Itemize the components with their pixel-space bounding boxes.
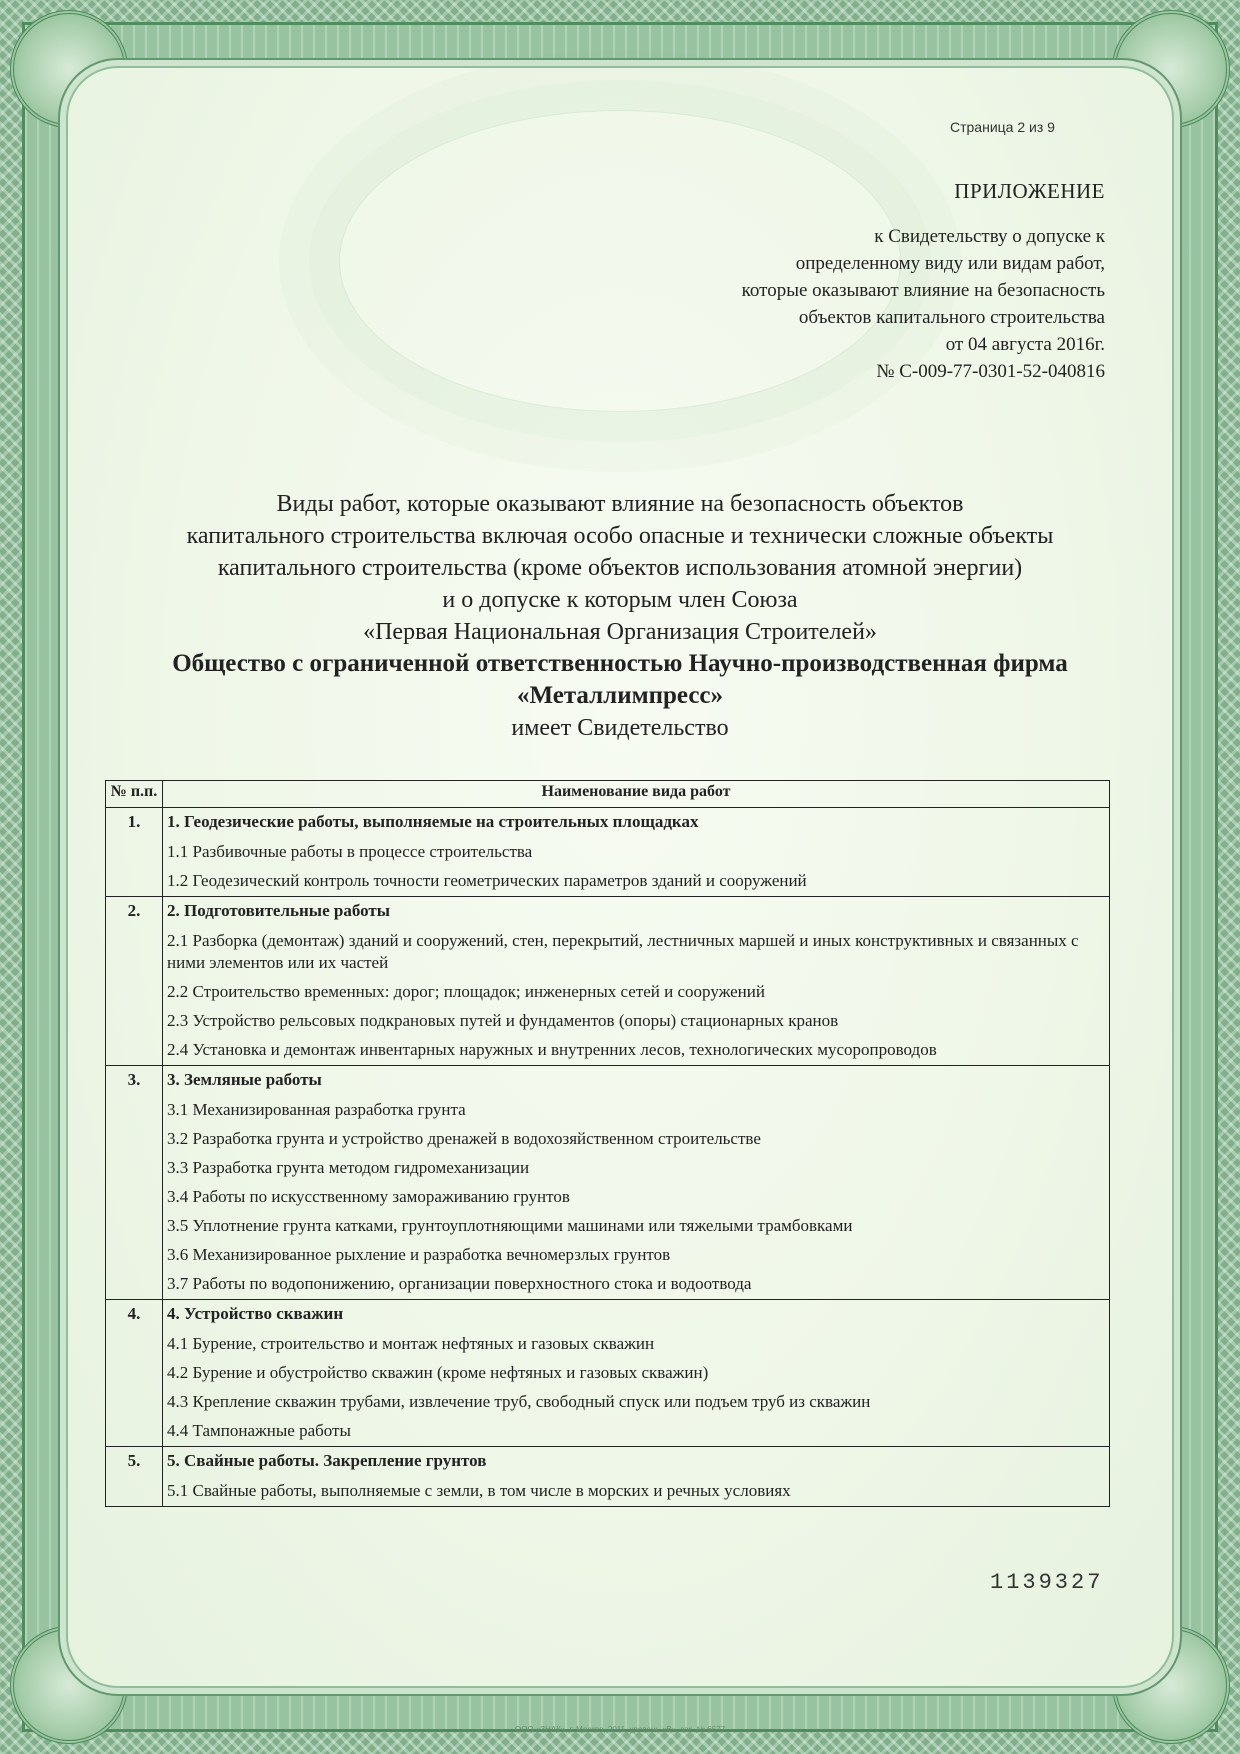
row-number: 3. <box>106 1066 163 1300</box>
work-group-title: 2. Подготовительные работы <box>167 901 391 920</box>
row-number: 1. <box>106 808 163 897</box>
work-group-title: 1. Геодезические работы, выполняемые на строительных площадках <box>167 812 699 831</box>
work-item: 5.1 Свайные работы, выполняемые с земли, в том числе в морских и речных условиях <box>167 1481 791 1500</box>
work-item: 3.6 Механизированное рыхление и разработка вечномерзлых грунтов <box>167 1245 671 1264</box>
serial-number: 1139327 <box>990 1570 1104 1595</box>
document-heading <box>100 488 1140 744</box>
work-group <box>163 1066 1110 1300</box>
work-item: 4.2 Бурение и обустройство скважин (кроме нефтяных и газовых скважин) <box>167 1363 709 1382</box>
work-item: 4.3 Крепление скважин трубами, извлечение труб, свободный спуск или подъем труб из скважин <box>167 1392 871 1411</box>
work-item: 2.3 Устройство рельсовых подкрановых путей и фундаментов (опоры) стационарных кранов <box>167 1011 839 1030</box>
work-item: 3.3 Разработка грунта методом гидромеханизации <box>167 1158 530 1177</box>
appendix-date: от 04 августа 2016г. <box>945 334 1105 355</box>
works-table <box>105 780 1110 1507</box>
row-number: 5. <box>106 1447 163 1507</box>
printer-imprint: ООО «ЗНАК», г. Москва, 2011, уровень «В», зак. № 6577 <box>514 1725 726 1734</box>
work-item: 3.5 Уплотнение грунта катками, грунтоуплотняющими машинами или тяжелыми трамбовками <box>167 1216 853 1235</box>
certificate-number: № С-009-77-0301-52-040816 <box>876 361 1105 382</box>
page-number: Страница 2 из 9 <box>950 119 1055 135</box>
work-group <box>163 808 1110 897</box>
row-number: 2. <box>106 897 163 1066</box>
table-row <box>106 808 1110 897</box>
work-item: 1.1 Разбивочные работы в процессе строительства <box>167 842 533 861</box>
work-item: 2.4 Установка и демонтаж инвентарных наружных и внутренних лесов, технологических мусоропроводов <box>167 1040 937 1059</box>
work-item: 3.4 Работы по искусственному замораживанию грунтов <box>167 1187 570 1206</box>
work-group <box>163 897 1110 1066</box>
table-row <box>106 897 1110 1066</box>
company-name-quoted: «Металлимпресс» <box>516 682 724 709</box>
work-item: 2.1 Разборка (демонтаж) зданий и сооружений, стен, перекрытий, лестничных маршей и иных конструктивных и связанных с ними элементов или их частей <box>167 931 1079 972</box>
company-name: Общество с ограниченной ответственностью Научно-производственная фирма <box>172 650 1068 677</box>
work-group-title: 5. Свайные работы. Закрепление грунтов <box>167 1451 487 1470</box>
column-header-number: № п.п. <box>106 781 163 808</box>
heading-final-line: имеет Свидетельство <box>511 715 729 741</box>
appendix-line: к Свидетельству о допуске к <box>874 226 1105 247</box>
heading-line: Виды работ, которые оказывают влияние на безопасность объектов <box>276 491 964 517</box>
table-header-row <box>106 781 1110 808</box>
appendix-line: которые оказывают влияние на безопасность <box>741 280 1105 301</box>
work-item: 1.2 Геодезический контроль точности геометрических параметров зданий и сооружений <box>167 871 807 890</box>
work-group-title: 4. Устройство скважин <box>167 1304 344 1323</box>
work-group <box>163 1300 1110 1447</box>
heading-line: «Первая Национальная Организация Строителей» <box>363 619 877 645</box>
work-item: 3.7 Работы по водопонижению, организации поверхностного стока и водоотвода <box>167 1274 752 1293</box>
table-row <box>106 1447 1110 1507</box>
heading-line: капитального строительства включая особо опасные и технически сложные объекты <box>186 523 1054 549</box>
appendix-block <box>742 178 1105 385</box>
appendix-title: ПРИЛОЖЕНИЕ <box>954 179 1105 203</box>
appendix-line: определенному виду или видам работ, <box>795 253 1105 274</box>
column-header-name: Наименование вида работ <box>163 781 1110 808</box>
work-group-title: 3. Земляные работы <box>167 1070 322 1089</box>
heading-line: капитального строительства (кроме объектов использования атомной энергии) <box>217 555 1023 581</box>
table-row <box>106 1300 1110 1447</box>
work-item: 4.1 Бурение, строительство и монтаж нефтяных и газовых скважин <box>167 1334 655 1353</box>
work-group <box>163 1447 1110 1507</box>
heading-line: и о допуске к которым член Союза <box>442 587 798 613</box>
work-item: 2.2 Строительство временных: дорог; площадок; инженерных сетей и сооружений <box>167 982 765 1001</box>
table-row <box>106 1066 1110 1300</box>
work-item: 3.1 Механизированная разработка грунта <box>167 1100 466 1119</box>
row-number: 4. <box>106 1300 163 1447</box>
work-item: 4.4 Тампонажные работы <box>167 1421 351 1440</box>
work-item: 3.2 Разработка грунта и устройство дренажей в водохозяйственном строительстве <box>167 1129 761 1148</box>
appendix-line: объектов капитального строительства <box>798 307 1105 328</box>
